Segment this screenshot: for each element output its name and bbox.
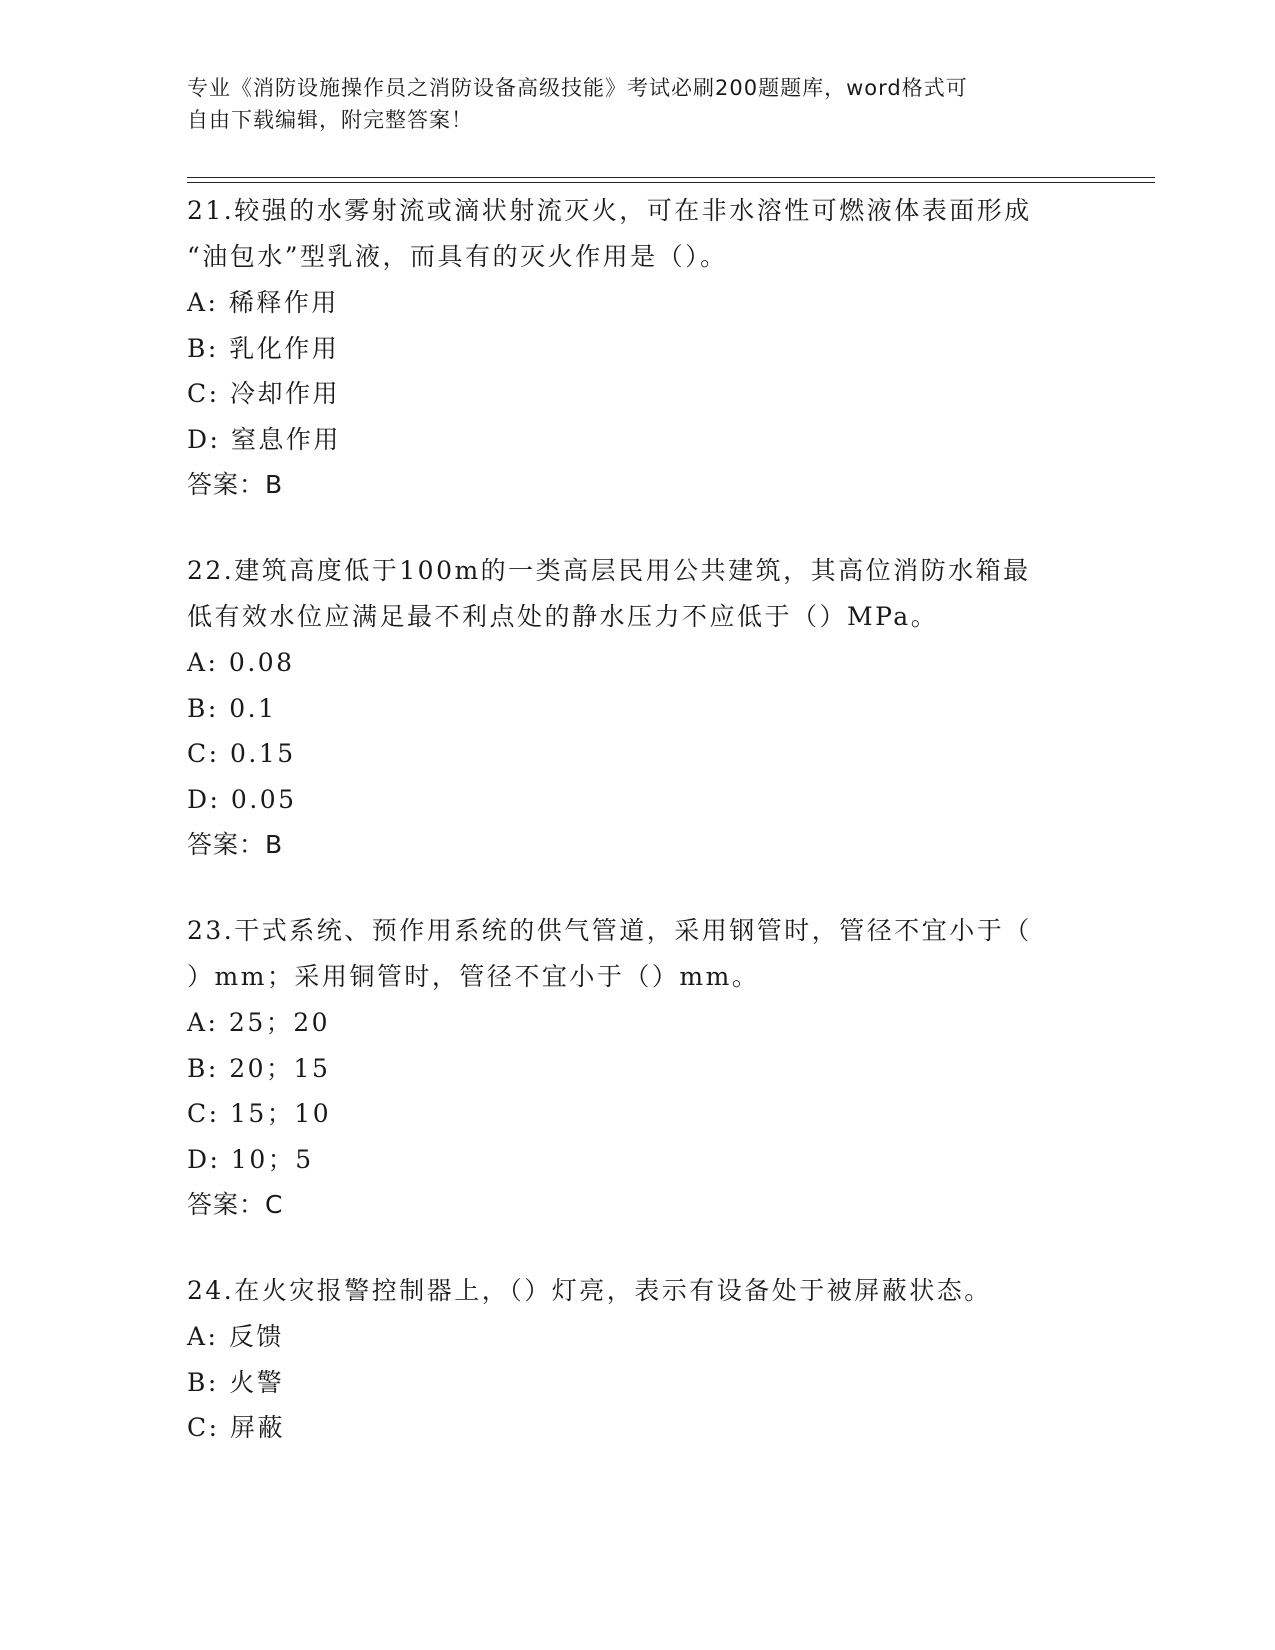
question-stem-line: “油包水”型乳液，而具有的灭火作用是（）。 bbox=[187, 242, 728, 271]
option-c: C: 15；10 bbox=[187, 1099, 332, 1128]
question-stem bbox=[187, 188, 1087, 280]
header-divider-bottom bbox=[187, 182, 1155, 183]
question-stem-line: 24.在火灾报警控制器上，（）灯亮，表示有设备处于被屏蔽状态。 bbox=[187, 1276, 992, 1305]
header-line-2: 自由下载编辑，附完整答案！ bbox=[187, 108, 473, 132]
option-b: B: 火警 bbox=[187, 1367, 285, 1397]
option-a: A: 25；20 bbox=[187, 1008, 331, 1037]
question-stem bbox=[187, 1268, 1087, 1314]
option-c: C: 屏蔽 bbox=[187, 1413, 285, 1442]
option-b: B: 20；15 bbox=[187, 1053, 331, 1083]
option-a: A: 0.08 bbox=[187, 648, 295, 677]
question-stem-line: ）mm；采用铜管时，管径不宜小于（）mm。 bbox=[187, 962, 760, 991]
option-a: A: 反馈 bbox=[187, 1322, 284, 1351]
option-b: B: 乳化作用 bbox=[187, 333, 340, 363]
option-c: C: 冷却作用 bbox=[187, 379, 340, 408]
question-21 bbox=[187, 188, 1087, 507]
option-c: C: 0.15 bbox=[187, 739, 296, 768]
question-stem-line: 21.较强的水雾射流或滴状射流灭火，可在非水溶性可燃液体表面形成 bbox=[187, 196, 1032, 225]
question-24 bbox=[187, 1268, 1087, 1451]
question-stem-line: 23.干式系统、预作用系统的供气管道，采用钢管时，管径不宜小于（ bbox=[187, 916, 1032, 945]
header-divider-top bbox=[187, 177, 1155, 178]
option-d: D: 0.05 bbox=[187, 784, 297, 814]
answer: 答案：B bbox=[187, 470, 284, 499]
question-stem bbox=[187, 548, 1087, 640]
header-line-1: 专业《消防设施操作员之消防设备高级技能》考试必刷200题题库，word格式可 bbox=[187, 76, 968, 100]
question-stem-line: 22.建筑高度低于100m的一类高层民用公共建筑，其高位消防水箱最 bbox=[187, 556, 1031, 585]
option-b: B: 0.1 bbox=[187, 693, 277, 723]
question-stem bbox=[187, 908, 1087, 1000]
document-header bbox=[187, 72, 1087, 136]
option-d: D: 窒息作用 bbox=[187, 424, 341, 454]
question-23 bbox=[187, 908, 1087, 1227]
option-a: A: 稀释作用 bbox=[187, 288, 339, 317]
option-d: D: 10；5 bbox=[187, 1144, 314, 1174]
question-stem-line: 低有效水位应满足最不利点处的静水压力不应低于（）MPa。 bbox=[187, 602, 939, 631]
question-22 bbox=[187, 548, 1087, 867]
answer: 答案：C bbox=[187, 1190, 284, 1219]
question-list bbox=[187, 188, 1087, 1492]
answer: 答案：B bbox=[187, 830, 284, 859]
